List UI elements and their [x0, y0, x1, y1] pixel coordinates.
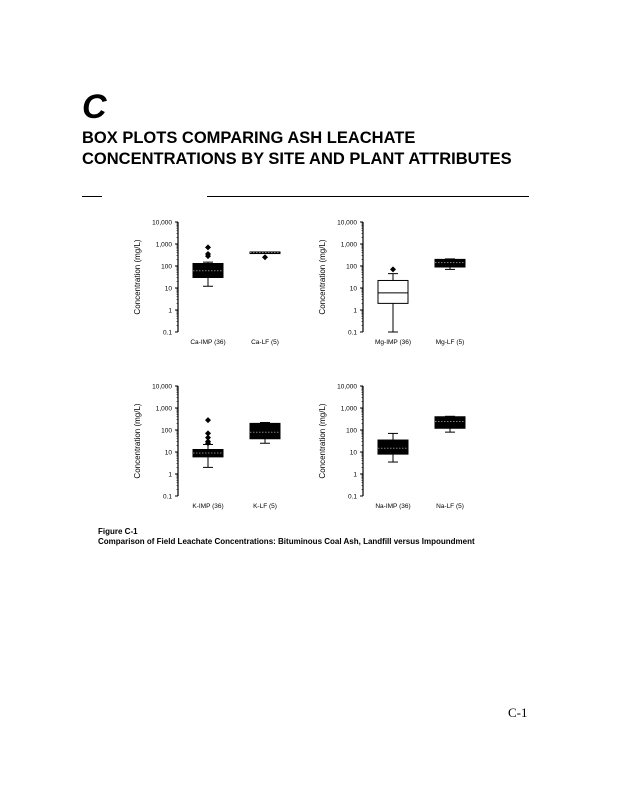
- box: [250, 423, 280, 438]
- outlier-marker: [262, 254, 268, 260]
- y-tick-label: 100: [161, 263, 172, 271]
- y-axis-label: Concentration (mg/L): [318, 239, 327, 315]
- y-axis-label: Concentration (mg/L): [133, 403, 142, 479]
- category-label: Na-IMP (36): [375, 503, 411, 510]
- box: [193, 263, 223, 277]
- category-label: Ca-IMP (36): [190, 339, 226, 346]
- y-axis-label: Concentration (mg/L): [318, 403, 327, 479]
- box: [378, 280, 408, 303]
- y-tick-label: 1: [168, 471, 172, 479]
- rule-right: [207, 196, 529, 197]
- y-tick-label: 0.1: [347, 493, 357, 501]
- figure-caption: [98, 527, 568, 547]
- chapter-letter: C: [82, 88, 107, 126]
- y-tick-label: 10,000: [152, 219, 172, 227]
- ca-box-plot: [130, 218, 300, 348]
- caption-text: Comparison of Field Leachate Concentrations: Bituminous Coal Ash, Landfill versus Impoundment: [98, 537, 475, 546]
- y-tick-label: 1,000: [340, 241, 357, 249]
- y-tick-label: 1: [353, 471, 357, 479]
- mg-box-plot: [315, 218, 485, 348]
- y-tick-label: 1,000: [340, 405, 357, 413]
- category-label: Na-LF (5): [436, 503, 464, 510]
- y-tick-label: 100: [161, 427, 172, 435]
- outlier-marker: [205, 244, 211, 250]
- box: [435, 259, 465, 267]
- y-tick-label: 10: [164, 285, 172, 293]
- page-number: C-1: [508, 705, 528, 720]
- outlier-marker: [205, 417, 211, 423]
- y-tick-label: 1: [168, 307, 172, 315]
- category-label: K-IMP (36): [192, 503, 224, 510]
- category-label: Mg-IMP (36): [375, 339, 411, 346]
- box-plot-svg: [130, 382, 300, 512]
- page-title: [82, 128, 552, 170]
- y-tick-label: 10,000: [337, 219, 357, 227]
- y-tick-label: 0.1: [162, 329, 172, 337]
- figure-label: Figure C-1: [98, 527, 138, 536]
- title-line-1: BOX PLOTS COMPARING ASH LEACHATE: [82, 129, 416, 147]
- category-label: Mg-LF (5): [435, 339, 465, 346]
- y-tick-label: 1,000: [155, 405, 172, 413]
- outlier-marker: [390, 266, 396, 272]
- y-tick-label: 1: [353, 307, 357, 315]
- box-plot-svg: [315, 218, 485, 348]
- y-tick-label: 10,000: [152, 383, 172, 391]
- y-tick-label: 10: [164, 449, 172, 457]
- y-tick-label: 10: [349, 285, 357, 293]
- y-tick-label: 100: [346, 427, 357, 435]
- box: [378, 440, 408, 454]
- y-axis-label: Concentration (mg/L): [133, 239, 142, 315]
- y-tick-label: 10,000: [337, 383, 357, 391]
- y-tick-label: 1,000: [155, 241, 172, 249]
- category-label: Ca-LF (5): [251, 339, 279, 346]
- k-box-plot: [130, 382, 300, 512]
- rule-left: [82, 196, 102, 197]
- category-label: K-LF (5): [253, 503, 277, 510]
- box: [435, 417, 465, 429]
- y-tick-label: 0.1: [347, 329, 357, 337]
- title-line-2: CONCENTRATIONS BY SITE AND PLANT ATTRIBUTES: [82, 150, 512, 168]
- y-tick-label: 10: [349, 449, 357, 457]
- y-tick-label: 100: [346, 263, 357, 271]
- box-plot-svg: [130, 218, 300, 348]
- y-tick-label: 0.1: [162, 493, 172, 501]
- box-plot-svg: [315, 382, 485, 512]
- na-box-plot: [315, 382, 485, 512]
